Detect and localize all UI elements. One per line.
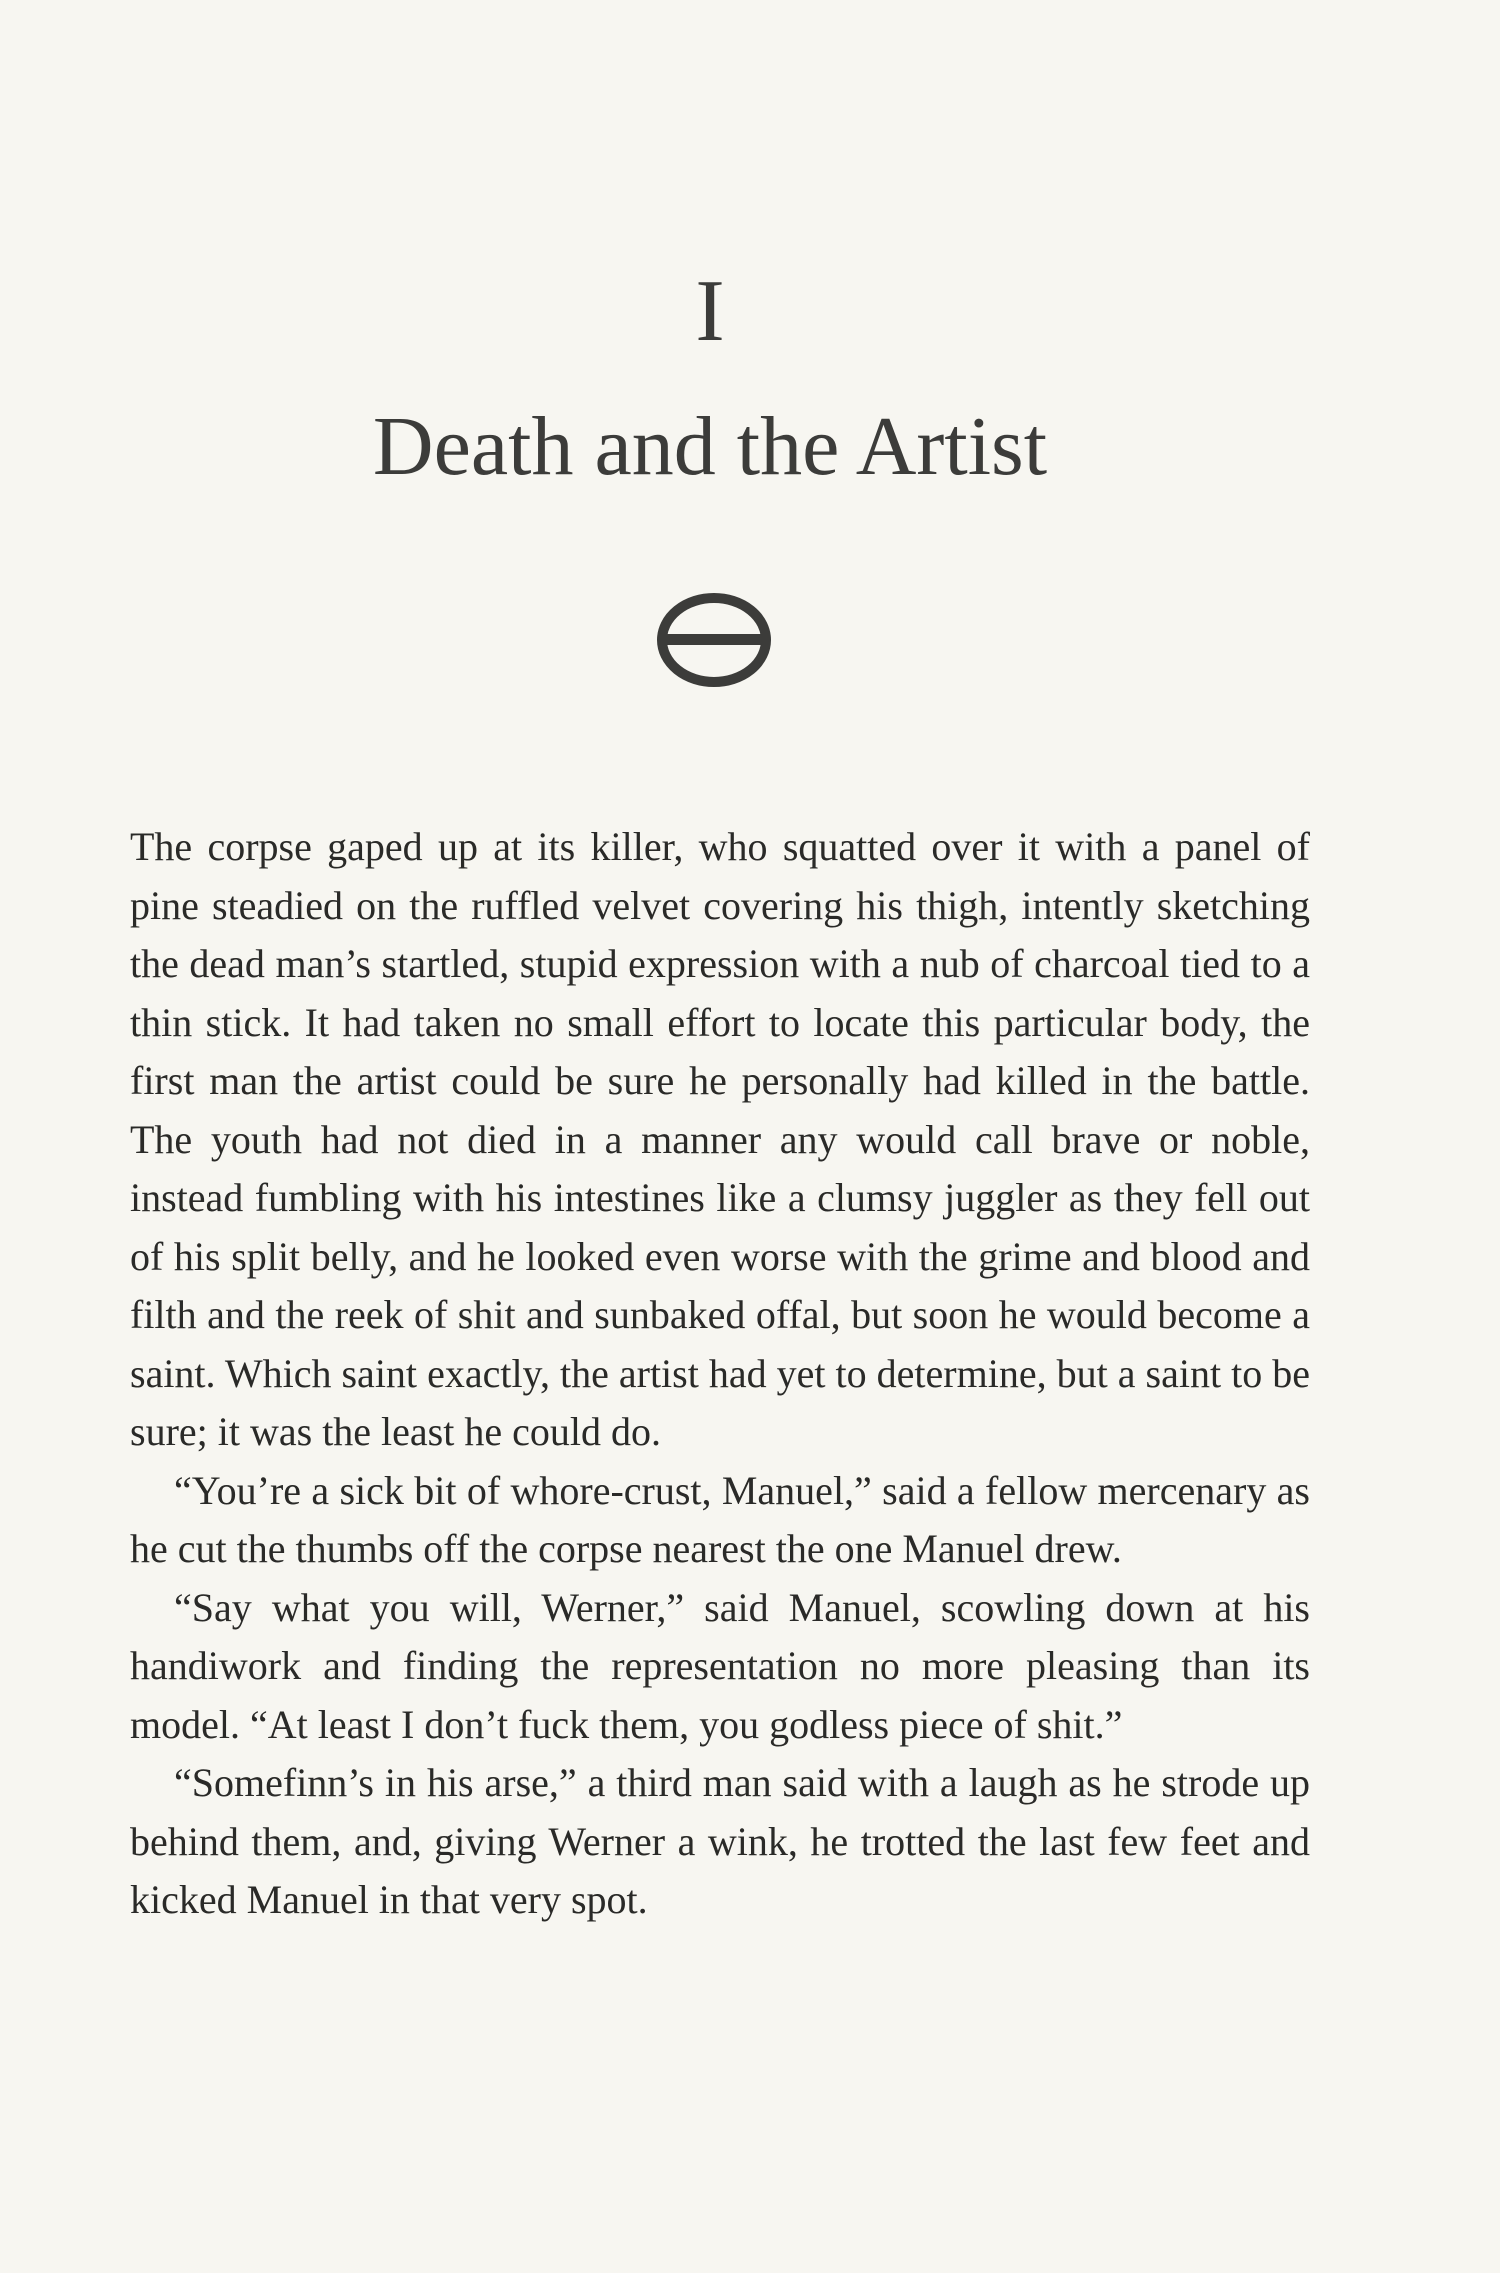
paragraph: “Say what you will, Werner,” said Manuel, scowling down at his handiwork and finding the representation no more pleasing than its model. “At least I don’t fuck them, you godless piece of shit.” xyxy=(130,1584,1310,1747)
chapter-number: I xyxy=(695,263,725,360)
paragraph: “Somefinn’s in his arse,” a third man said with a laugh as he strode up behind them, and, giving Werner a wink, he trotted the last few feet and kicked Manuel in that very spot. xyxy=(130,1760,1310,1922)
paragraph: “You’re a sick bit of whore-crust, Manuel,” said a fellow mercenary as he cut the thumbs off the corpse nearest the one Manuel drew. xyxy=(130,1467,1310,1571)
circle-bar-ornament-icon xyxy=(655,590,773,690)
body-text xyxy=(130,818,1310,1930)
paragraph: The corpse gaped up at its killer, who squatted over it with a panel of pine steadied on the ruffled velvet covering his thigh, intently sketching the dead man’s startled, stupid expression with a nub of charcoal tied to a thin stick. It had taken no small effort to locate this particular body, the first man the artist could be sure he personally had killed in the battle. The youth had not died in a manner any would call brave or noble, instead fumbling with his intestines like a clumsy juggler as they fell out of his split belly, and he looked even worse with the grime and blood and filth and the reek of shit and sunbaked offal, but soon he would become a saint. Which saint exactly, the artist had yet to determine, but a saint to be sure; it was the least he could do. xyxy=(130,824,1310,1454)
chapter-title: Death and the Artist xyxy=(372,400,1048,493)
